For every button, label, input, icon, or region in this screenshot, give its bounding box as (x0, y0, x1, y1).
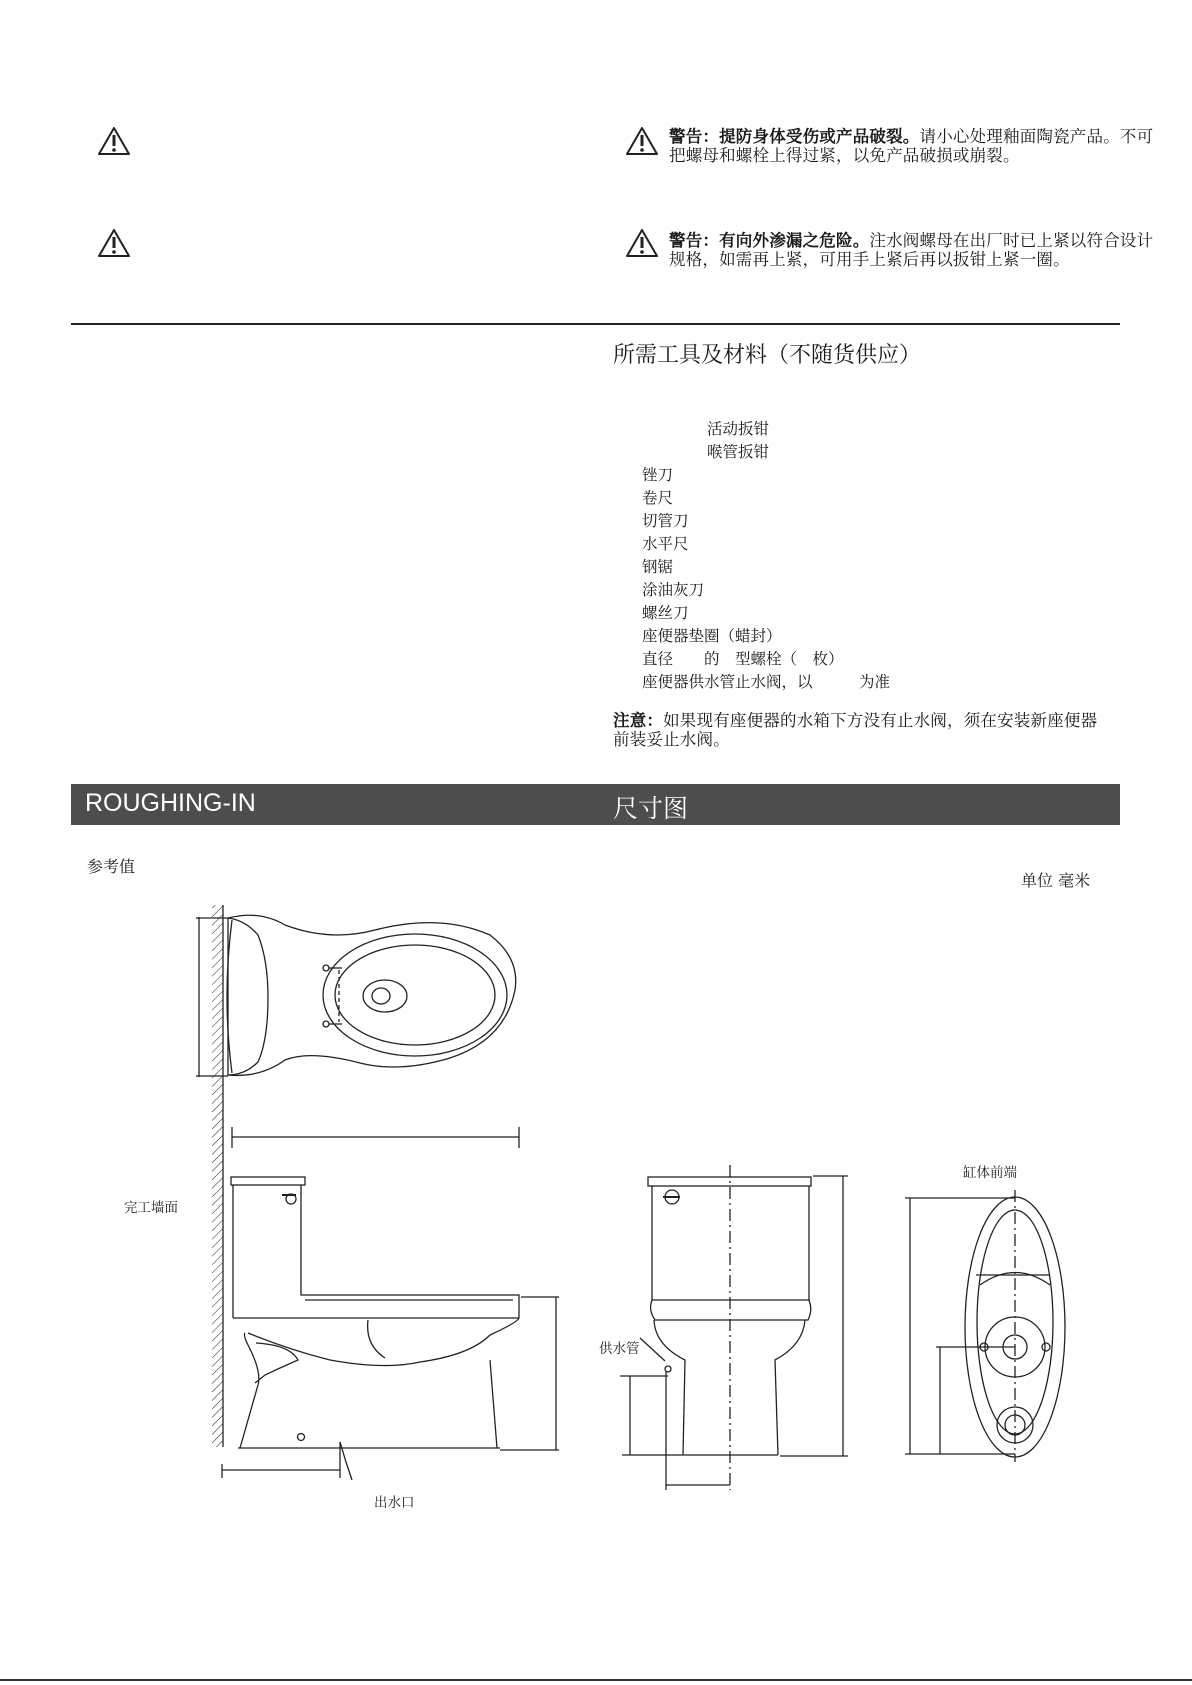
reference-note: 参考值 (87, 857, 136, 876)
side-view (222, 1127, 559, 1480)
tools-heading: 所需工具及材料（不随货供应） (613, 343, 922, 368)
tools-note-label: 注意： (613, 711, 664, 730)
units-note: 单位 毫米 (1021, 871, 1091, 890)
finished-wall-label: 完工墙面 (124, 1200, 178, 1216)
bowl-front-label: 缸体前端 (963, 1165, 1017, 1181)
tool-item: 涂油灰刀 (642, 581, 705, 599)
tool-item: 喉管扳钳 (707, 443, 770, 461)
top-view (196, 915, 516, 1077)
front-view (620, 1165, 848, 1490)
tool-item: 水平尺 (642, 535, 689, 553)
tool-item: 卷尺 (642, 489, 674, 507)
water-supply-label: 供水管 (599, 1341, 640, 1357)
tool-item: 座便器供水管止水阀，以 为准 (642, 673, 891, 691)
warning-breakage-title: 警告：提防身体受伤或产品破裂。 (669, 127, 920, 146)
warning-leak-title: 警告：有向外渗漏之危险。 (669, 231, 870, 250)
tool-item: 切管刀 (642, 512, 689, 530)
warning-breakage-body: 请小心处理釉面陶瓷产品。不可把螺母和螺栓上得过紧，以免产品破损或崩裂。 (669, 127, 1154, 165)
tool-item: 活动扳钳 (707, 420, 770, 438)
tool-item: 锉刀 (642, 466, 674, 484)
tool-item: 钢锯 (642, 558, 674, 576)
finished-wall (212, 905, 223, 1447)
tool-item: 座便器垫圈（蜡封） (642, 627, 782, 645)
tool-item: 螺丝刀 (642, 604, 689, 622)
tools-note-text: 如果现有座便器的水箱下方没有止水阀，须在安装新座便器前装妥止水阀。 (613, 711, 1098, 749)
tool-item: 直径 的 型螺栓（ 枚） (642, 650, 844, 668)
warning-leak-body: 注水阀螺母在出厂时已上紧以符合设计规格，如需再上紧，可用手上紧后再以扳钳上紧一圈。 (669, 231, 1154, 269)
outlet-label: 出水口 (374, 1495, 415, 1511)
section-title-chinese: 尺寸图 (613, 794, 689, 823)
bottom-view (905, 1190, 1065, 1462)
page-bottom-rule (0, 1679, 1192, 1681)
section-title-english: ROUGHING-IN (85, 789, 256, 817)
